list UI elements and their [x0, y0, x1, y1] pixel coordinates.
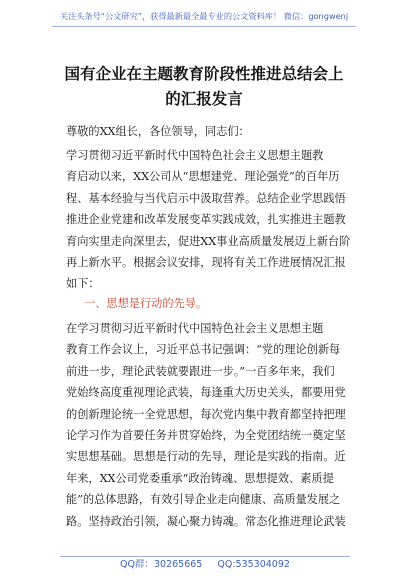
paragraph-line: 育向实里走向深里去，促进XX事业高质量发展迈上新台阶: [66, 234, 351, 248]
paragraph-intro: [66, 145, 352, 295]
paragraph-line: 党始终高度重视理论武装，每逢重大历史关头，都要用党: [66, 386, 346, 400]
salutation: [66, 121, 352, 142]
footer-qq-group: QQ群：30265665: [120, 559, 203, 570]
title-line-1: 国有企业在主题教育阶段性推进总结会上: [64, 65, 344, 83]
paragraph-line: 前进一步，理论武装就要跟进一步。”一百多年来，我们: [66, 364, 335, 378]
salutation-text: 尊敬的XX组长，各位领导，同志们：: [66, 125, 250, 138]
paragraph-line: 路。坚持政治引领，凝心聚力铸魂。常态化推进理论武装: [66, 514, 346, 528]
paragraph-line: 学习贯彻习近平新时代中国特色社会主义思想主题教: [66, 149, 324, 162]
header-banner: 关注头条号“公文研究”，获得最新最全最专业的公文资料库！ 微信：gongwenj: [52, 6, 356, 27]
paragraph-line: 能”的总体思路，有效引导企业走向健康、高质量发展之: [66, 493, 341, 507]
paragraph-line: 推进企业党建和改革发展变革实践成效，扎实推进主题教: [66, 213, 346, 227]
paragraph-line: 程、基本经验与当代启示中汲取营养。总结企业学思践悟: [66, 191, 346, 205]
paragraph-line: 如下：: [66, 277, 100, 291]
paragraph-line: 再上新水平。根据会议安排，现将有关工作进展情况汇报: [66, 255, 346, 269]
document-title: [30, 62, 378, 112]
title-line-2: 的汇报发言: [165, 90, 243, 108]
paragraph-section-1: [66, 318, 352, 532]
paragraph-line: 的创新理论统一全党思想，每次党内集中教育都坚持把理: [66, 407, 346, 421]
paragraph-line: 育启动以来，XX公司从“思想建党、理论强党”的百年历: [66, 170, 340, 184]
paragraph-line: 年来，XX公司党委重承“政治铸魂、思想提效、素质提: [66, 471, 334, 485]
paragraph-line: 在学习贯彻习近平新时代中国特色社会主义思想主题: [66, 322, 324, 335]
paragraph-line: 论学习作为首要任务并贯穿始终，为全党团结统一奠定坚: [66, 428, 346, 442]
paragraph-line: 实思想基础。思想是行动的先导，理论是实践的指南。近: [66, 450, 346, 464]
paragraph-line: 教育工作会议上，习近平总书记强调：“党的理论创新每: [66, 343, 341, 357]
section-heading-1: 一、思想是行动的先导。: [84, 297, 208, 310]
footer-contact: [60, 556, 350, 573]
footer-qq: QQ:535304092: [217, 559, 290, 570]
